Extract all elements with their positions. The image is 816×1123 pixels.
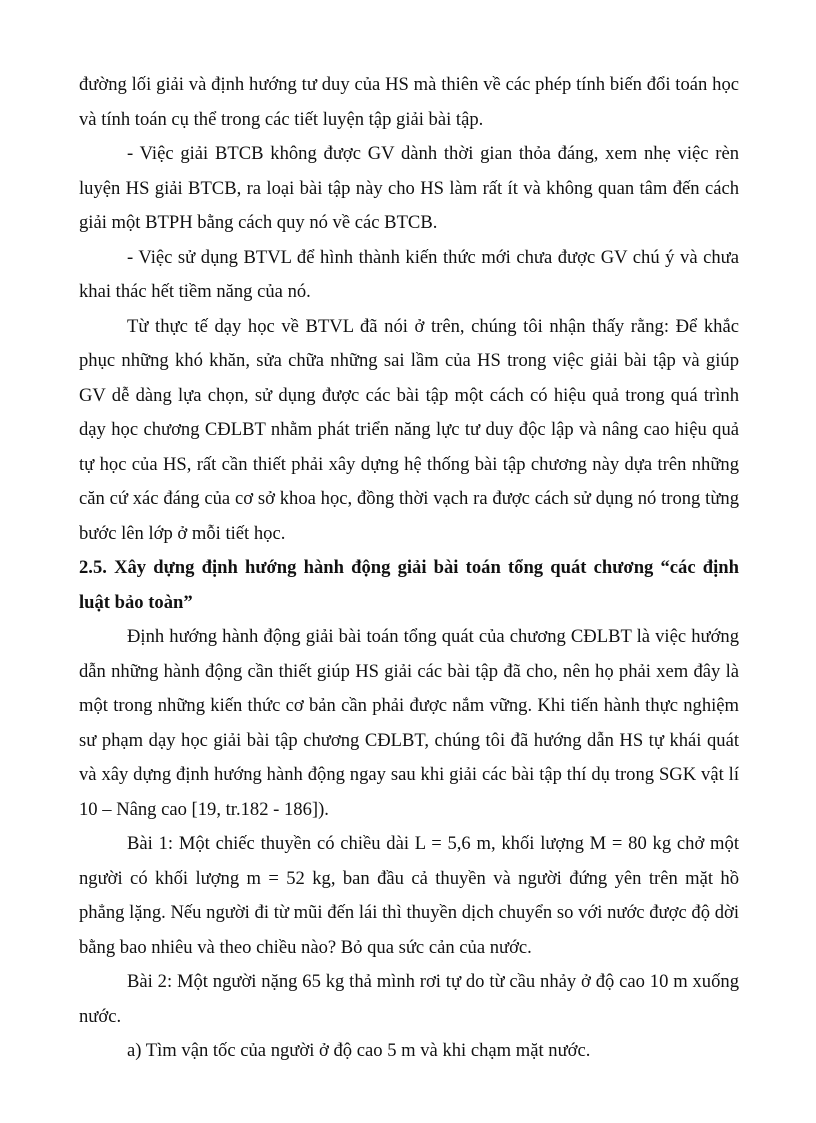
document-page (79, 68, 739, 1069)
paragraph-exercise-2a: a) Tìm vận tốc của người ở độ cao 5 m và khi chạm mặt nước. (127, 1040, 591, 1061)
paragraph-conclusion: Từ thực tế dạy học về BTVL đã nói ở trên, chúng tôi nhận thấy rằng: Để khắc phục những khó khăn, sửa chữa những sai lầm của HS trong việc giải bài tập và giúp GV dễ dàng lựa chọn, sử dụng được các bài tập một cách có hiệu quả trong quá trình dạy học chương CĐLBT nhằm phát triển năng lực tư duy độc lập và nâng cao hiệu quả tự học của HS, rất cần thiết phải xây dựng hệ thống bài tập chương này dựa trên những căn cứ xác đáng của cơ sở khoa học, đồng thời vạch ra được cách sử dụng nó trong từng bước lên lớp ở mỗi tiết học. (79, 315, 739, 544)
section-heading: 2.5. Xây dựng định hướng hành động giải bài toán tổng quát chương “các định luật bảo toàn” (79, 557, 739, 613)
paragraph-exercise-1: Bài 1: Một chiếc thuyền có chiều dài L = 5,6 m, khối lượng M = 80 kg chở một người có khối lượng m = 52 kg, ban đầu cả thuyền và người đứng yên trên mặt hồ phẳng lặng. Nếu người đi từ mũi đến lái thì thuyền dịch chuyển so với nước được độ dời bằng bao nhiêu và theo chiều nào? Bỏ qua sức cản của nước. (79, 833, 739, 958)
paragraph-section-intro: Định hướng hành động giải bài toán tổng quát của chương CĐLBT là việc hướng dẫn những hành động cần thiết giúp HS giải các bài tập đã cho, nên họ phải xem đây là một trong những kiến thức cơ bản cần phải được nắm vững. Khi tiến hành thực nghiệm sư phạm dạy học giải bài tập chương CĐLBT, chúng tôi đã hướng dẫn HS tự khái quát và xây dựng định hướng hành động ngay sau khi giải các bài tập thí dụ trong SGK vật lí 10 – Nâng cao [19, tr.182 - 186]). (79, 626, 739, 820)
paragraph-btcb: - Việc giải BTCB không được GV dành thời gian thỏa đáng, xem nhẹ việc rèn luyện HS giải BTCB, ra loại bài tập này cho HS làm rất ít và không quan tâm đến cách giải một BTPH bằng cách quy nó về các BTCB. (79, 143, 739, 233)
paragraph-btvl: - Việc sử dụng BTVL để hình thành kiến thức mới chưa được GV chú ý và chưa khai thác hết tiềm năng của nó. (79, 246, 739, 302)
paragraph-exercise-2: Bài 2: Một người nặng 65 kg thả mình rơi tự do từ cầu nhảy ở độ cao 10 m xuống nước. (79, 971, 739, 1027)
paragraph-continuation: đường lối giải và định hướng tư duy của HS mà thiên về các phép tính biến đổi toán học và tính toán cụ thể trong các tiết luyện tập giải bài tập. (79, 74, 739, 130)
